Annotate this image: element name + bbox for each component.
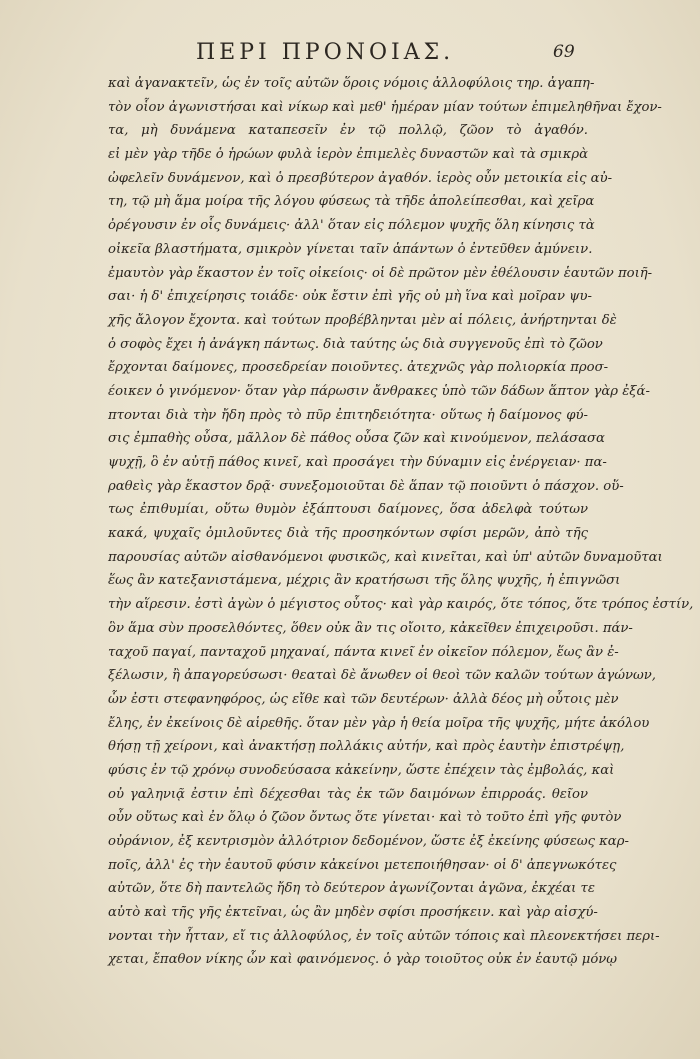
text-line: ἐμαυτὸν γὰρ ἕκαστον ἐν τοῖς οἰκείοις· οἱ δὲ πρῶτον μὲν ἐθέλουσιν ἑαυτῶν ποιῆ- [108,265,653,281]
text-line: οὐράνιον, ἐξ κεντρισμὸν ἀλλότριον δεδομένον, ὥστε ἐξ ἐκείνης φύσεως καρ- [108,834,629,849]
text-line: νονται τὴν ἧτταν, εἴ τις ἀλλοφύλος, ἐν τοῖς αὐτῶν τόποις καὶ πλεονεκτήσει περι- [108,928,660,944]
text-line: σις ἐμπαθὴς οὖσα, μᾶλλον δὲ πάθος οὖσα ζῶν καὶ κινούμενον, πελάσασα [108,431,605,447]
text-line: αὐτῶν, ὅτε δὴ παντελῶς ἤδη τὸ δεύτερον ἀγωνίζονται ἀγῶνα, ἐκχέαι τε [108,881,595,897]
text-line: οἰκεῖα βλαστήματα, σμικρὸν γίνεται ταῖν ἁπάντων ὁ ἐντεῦθεν ἀμύνειν. [108,241,593,257]
running-title: ΠΕΡΙ ΠΡΟΝΟΙΑΣ. [196,40,455,65]
text-line: κακά, ψυχαῖς ὁμιλοῦντες διὰ τῆς προσηκόντων σφίσι μερῶν, ἀπὸ τῆς [108,526,588,542]
text-line: τη, τῷ μὴ ἅμα μοίρα τῆς λόγου φύσεως τὰ τῆδε ἀπολείπεσθαι, καὶ χεῖρα [108,194,595,210]
text-line: σαι· ἡ δ' ἐπιχείρησις τοιάδε· οὐκ ἔστιν ἐπὶ γῆς οὐ μὴ ἵνα καὶ μοῖραν ψυ- [108,289,592,305]
text-line: ὃν ἅμα σὺν προσελθόντες, ὅθεν οὐκ ἂν τις οἴοιτο, κἀκεῖθεν ἐπιχειροῦσι. πάν- [108,620,633,636]
body-text [108,72,694,972]
text-line: ξέλωσιν, ἢ ἀπαγορεύσωσι· θεαταὶ δὲ ἄνωθεν οἱ θεοὶ τῶν καλῶν τούτων ἀγώνων, [108,668,656,684]
text-line: οὖν οὕτως καὶ ἐν ὅλῳ ὁ ζῶον ὄντως ὅτε γίνεται· καὶ τὸ τοῦτο ἐπὶ γῆς φυτὸν [108,810,622,826]
text-line: τὸν οἷον ἀγωνιστήσαι καὶ νίκωρ καὶ μεθ' ἡμέραν μίαν τούτων ἐπιμεληθῆναι ἔχον- [108,99,662,115]
text-line: ὠφελεῖν δυνάμενον, καὶ ὁ πρεσβύτερον ἀγαθόν. ἱερὸς οὖν μετοικία εἰς αὐ- [108,170,613,186]
text-line: έοικεν ὁ γινόμενον· ὅταν γὰρ πάρωσιν ἄνθρακες ὑπὸ τῶν δάδων ἅπτον γὰρ ἐξά- [108,383,650,399]
text-line: οὐ γαληνιᾷ ἐστιν ἐπὶ δέχεσθαι τὰς ἐκ τῶν δαιμόνων ἐπιρροάς. θεῖον [108,786,588,802]
text-line: χεται, ἔπαθον νίκης ὧν καὶ φαινόμενος. ὁ γὰρ τοιοῦτος οὐκ ἐν ἑαυτῷ μόνῳ [108,952,618,968]
text-line: ψυχῇ, ὃ ἐν αὐτῇ πάθος κινεῖ, καὶ προσάγει τὴν δύναμιν εἰς ἐνέργειαν· πα- [108,455,607,470]
text-line: ἔλης, ἐν ἐκείνοις δὲ αἱρεθῆς. ὅταν μὲν γὰρ ἡ θεία μοῖρα τῆς ψυχῆς, μήτε ἀκόλου [108,715,650,731]
text-line: ποῖς, ἀλλ' ἐς τὴν ἑαυτοῦ φύσιν κἀκείνοι μετεποιήθησαν· οἱ δ' ἀπεγνωκότες [108,857,617,873]
text-line: αὐτὸ καὶ τῆς γῆς ἐκτεῖναι, ὡς ἂν μηδὲν σφίσι προσήκειν. καὶ γὰρ αἰσχύ- [108,905,598,921]
text-line: ἕως ἂν κατεξανιστάμενα, μέχρις ἂν κρατήσωσι τῆς ὅλης ψυχῆς, ἡ ἐπιγνῶσι [108,573,621,589]
text-line: φύσις ἐν τῷ χρόνῳ συνοδεύσασα κἀκείνην, ὥστε ἐπέχειν τὰς ἐμβολάς, καὶ [108,762,615,778]
page-header [0,40,700,72]
text-line: ὧν ἐστι στεφανηφόρος, ὡς εἴθε καὶ τῶν δευτέρων· ἀλλὰ δέος μὴ οὗτοις μὲν [108,691,619,707]
text-line: ταχοῦ παγαί, πανταχοῦ μηχαναί, πάντα κινεῖ ἐν οἰκεῖον πόλεμον, ἕως ἂν ἐ- [108,644,619,660]
text-line: τως ἐπιθυμίαι, οὕτω θυμὸν ἐξάπτουσι δαίμονες, ὅσα ἀδελφὰ τούτων [108,502,588,518]
text-line: καὶ ἀγανακτεῖν, ὡς ἐν τοῖς αὐτῶν ὅροις νόμοις ἀλλοφύλοις τηρ. ἀγαπη- [108,76,595,91]
page-number: 69 [553,42,575,62]
text-line: ἔρχονται δαίμονες, προσεδρείαν ποιοῦντες. ἀτεχνῶς γὰρ πολιορκία προσ- [108,360,609,376]
text-line: παρουσίας αὐτῶν αἰσθανόμενοι φυσικῶς, καὶ κινεῖται, καὶ ὑπ' αὐτῶν δυναμοῦται [108,549,663,565]
text-line: εἰ μὲν γὰρ τῆδε ὁ ἡρώων φυλὰ ἱερὸν ἐπιμελὲς δυναστῶν καὶ τὰ σμικρὰ [108,147,588,163]
text-line: χῆς ἄλογον ἔχοντα. καὶ τούτων προβέβληνται μὲν αἱ πόλεις, ἀνήρτηνται δὲ [108,312,617,328]
text-line: τα, μὴ δυνάμενα καταπεσεῖν ἐν τῷ πολλῷ, ζῶον τὸ ἀγαθόν. [108,123,588,139]
text-line: ὀρέγουσιν ἐν οἷς δυνάμεις· ἀλλ' ὅταν εἰς πόλεμον ψυχῆς ὅλη κίνησις τὰ [108,218,595,234]
text-line: θήσῃ τῇ χείρονι, καὶ ἀνακτήσῃ πολλάκις αὐτήν, καὶ πρὸς ἑαυτὴν ἐπιστρέψῃ, [108,739,625,755]
text-line: ραθεὶς γὰρ ἕκαστον δρᾷ· συνεξομοιοῦται δὲ ἅπαν τῷ ποιοῦντι ὁ πάσχον. οὕ- [108,478,624,494]
text-line: πτονται διὰ τὴν ἤδη πρὸς τὸ πῦρ ἐπιτηδειότητα· οὕτως ἡ δαίμονος φύ- [108,407,588,423]
text-line: τὴν αἵρεσιν. ἐστὶ ἀγὼν ὁ μέγιστος οὗτος· καὶ γὰρ καιρός, ὅτε τόπος, ὅτε τρόπος ἐστίν, [108,597,694,613]
text-line: ὁ σοφὸς ἔχει ἡ ἀνάγκη πάντως. διὰ ταύτης ὡς διὰ συγγενοῦς ἐπὶ τὸ ζῶον [108,336,603,352]
